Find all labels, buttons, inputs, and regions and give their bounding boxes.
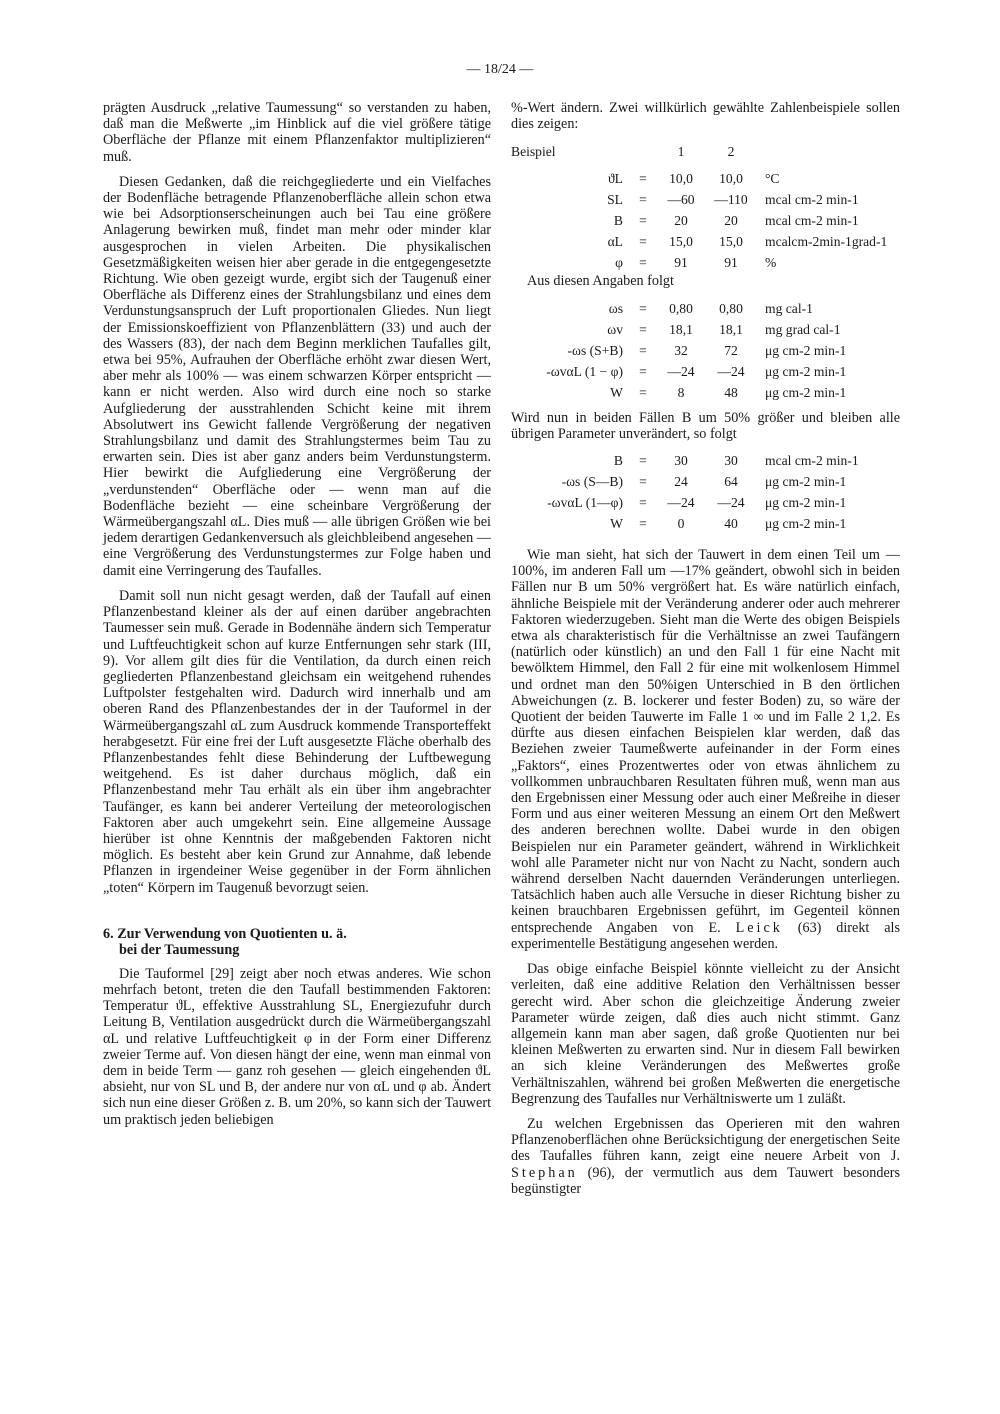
- table-row: [511, 320, 846, 341]
- unit-label: μg cm-2 min-1: [765, 343, 847, 358]
- value-example-1: 18,1: [669, 322, 693, 337]
- value-example-2: 48: [724, 385, 738, 400]
- paragraph: Damit soll nun nicht gesagt werden, daß der Taufall auf einen Pflanzenbestand kleiner als der auf einen darüber angebrachten Taumesser sein muß. Gerade in Bodennähe ändern sich Temperatur und Luftfeuchtigkeit schon auf kurze Entfernungen sehr stark (III, 9). Vor allem gilt dies für die Ventilation, da durch einen reich gegliederten Pflanzenbestand gleichsam ein weitgehend ruhendes Luftpolster festgehalten wird. Dadurch wird innerhalb und am oberen Rand des Pflanzenbestandes der in der Tauformel in der Wärmeübergangszahl αL zum Ausdruck kommende Transporteffekt herabgesetzt. Für eine frei der Luft ausgesetzte Fläche oberhalb des Pflanzenbestandes fehlt diese Behinderung der Luftbewegung weitgehend. Es ist daher durchaus möglich, daß ein Pflanzenbestand mehr Tau erhält als ein über ihm angebrachter Taufänger, es kann bei anderer Verteilung der meteorologischen Faktoren aber auch umgekehrt sein. Eine allgemeine Aussage hierüber ist ohne Kenntnis der maßgebenden Faktoren nicht möglich. Es besteht aber kein Grund zur Annahme, daß lebende Pflanzen in irgendeiner Weise gegenüber in der Form ähnlichen „toten“ Körpern im Taugenuß bevorzugt seien.: [103, 587, 491, 896]
- paragraph-text: Wie man sieht, hat sich der Tauwert in dem einen Teil um —100%, im anderen Fall um —17% geändert, obwohl sich in beiden Fällen nur B um 50% vergrößert hat. Es wäre natürlich einfach, ähnliche Beispiele mit der Veränderung anderer oder auch mehrerer Faktoren wiederzugeben. Sieht man die Werte des obigen Beispiels etwa als charakteristisch für die Verhältnisse an zwei Taufängern (natürlich oder künstlich) an und den Fall 1 für eine Nacht mit bewölktem Himmel, den Fall 2 für eine mit wolkenlosem Himmel und ordnet man den 50%igen Unterschied in B den örtlichen Abweichungen (z. B. lockerer und fester Boden) zu, so wäre der Quotient der beiden Tauwerte im Falle 1 ∞ und im Falle 2 1,2. Es dürfte aus diesen einfachen Beispielen klar werden, daß das Beziehen zweier Taumeßwerte aufeinander in der Form eines „Faktors“, eines Prozentwertes oder von etwas ähnlichem zu vollkommen unbrauchbaren Resultaten führen muß, wenn man aus den Ergebnissen einer Messung oder auch einer Meßreihe in dieser Form und aus einer weiteren Messung an einem Ort den Meßwert des anderen berechnen wollte. Dabei wurde in den obigen Beispielen nur ein Parameter geändert, während in Wirklichkeit wohl alle Parameter nicht nur von Nacht zu Nacht, sondern auch während derselben Nacht dauernden Veränderungen unterliegen. Tatsächlich haben auch alle Versuche in dieser Richtung bisher zu keinen brauchbaren Ergebnissen geführt, im Gegenteil können entsprechende Angaben von E.: [511, 547, 900, 936]
- value-example-1: 32: [674, 343, 688, 358]
- section-heading-line: 6. Zur Verwendung von Quotienten u. ä.: [103, 925, 347, 942]
- value-example-1: 15,0: [669, 233, 693, 249]
- equals-sign: =: [639, 364, 647, 379]
- formula-symbol: W: [610, 516, 623, 532]
- unit-label: μg cm-2 min-1: [765, 385, 847, 400]
- unit-label: mcal cm-2 min-1: [765, 212, 859, 228]
- value-example-1: —24: [667, 495, 695, 511]
- value-example-1: 20: [674, 212, 688, 228]
- formula-symbol: -ωvαL (1 − φ): [546, 364, 623, 379]
- paragraph-text: (96), der vermutlich aus dem Tauwert besonders begünstigter: [511, 1164, 900, 1197]
- table-row: [511, 231, 887, 252]
- value-example-2: 64: [724, 474, 738, 490]
- formula-symbol: -ωs (S+B): [567, 343, 623, 358]
- formula-symbol: φ: [615, 254, 623, 270]
- value-example-1: 30: [674, 453, 688, 469]
- table-row: [511, 189, 887, 210]
- unit-label: mcalcm-2min-1grad-1: [765, 233, 888, 249]
- value-example-2: 0,80: [719, 301, 743, 316]
- formula-symbol: αL: [607, 233, 623, 249]
- table-row: [511, 383, 846, 404]
- formula-symbol: ωv: [607, 322, 623, 337]
- paragraph: %-Wert ändern. Zwei willkürlich gewählte Zahlenbeispiele sollen dies zeigen:: [511, 100, 900, 133]
- value-example-1: 8: [677, 385, 685, 400]
- unit-label: mg cal-1: [765, 301, 813, 316]
- unit-label: mcal cm-2 min-1: [765, 191, 859, 207]
- unit-label: mcal cm-2 min-1: [765, 453, 859, 469]
- equals-sign: =: [639, 170, 647, 186]
- unit-label: °C: [765, 170, 780, 186]
- table-row: [511, 341, 846, 362]
- value-example-1: 0: [677, 516, 685, 532]
- equals-sign: =: [639, 233, 647, 249]
- equals-sign: =: [639, 254, 647, 270]
- formula-symbol: B: [613, 212, 623, 228]
- table-row: [511, 210, 887, 231]
- table-row: [511, 451, 859, 472]
- formula-symbol: -ωvαL (1—φ): [547, 495, 623, 511]
- value-example-2: 18,1: [719, 322, 743, 337]
- author-name: Leick: [735, 919, 783, 936]
- unit-label: μg cm-2 min-1: [765, 495, 847, 511]
- example-column-2: 2: [727, 143, 735, 159]
- equals-sign: =: [639, 301, 647, 316]
- paragraph: Diesen Gedanken, daß die reichgegliederte und ein Vielfaches der Bodenfläche betragende Pflanzenoberfläche allein schon etwa wie bei Adsorptionserscheinungen auch bei Tau eine größere Anlagerung bewirken muß, findet man mehr oder minder klar ausgesprochen in vielen Arbeiten. Die physikalischen Gesetzmäßigkeiten weisen hier aber gerade in die entgegengesetzte Richtung. Wie oben gezeigt wurde, ergibt sich der Taugenuß einer Oberfläche als Differenz eines der Strahlungsbilanz und eines dem Verdunstungsanspruch der Luft proportionalen Gliedes. Nun liegt der Emissionskoeffizient von Pflanzenblättern (33) und auch der des Wassers (83), der nach dem Beginn merklichen Taufalles gilt, etwa bei 95%, Aufrauhen der Oberfläche erhöht zwar diesen Wert, aber mehr als 100% — was einem schwarzen Körper entspricht — kann er nicht werden. Also wird durch eine noch so starke Aufgliederung der ausstrahlenden Schicht keine mit ihrem Absolutwert ins Gewicht fallende Vergrößerung der negativen Strahlungsbilanz und damit des Strahlungstermes beim Tau zu erwarten sein. Dies ist aber ganz anders beim Verdunstungsterm. Hier bewirkt die Aufgliederung eine Vergrößerung der „verdunstenden“ Oberfläche oder — wenn man auf die Bodenfläche bezieht — eine scheinbare Vergrößerung der Wärmeübergangszahl αL. Dies muß — alle übrigen Größen wie bei jedem derartigen Gedankenversuch als gleichbleibend angesehen — eine Vergrößerung des Verdunstungstermes zur Folge haben und damit eine Verringerung des Taufalles.: [103, 173, 491, 579]
- paragraph-text: (63) direkt als experimentelle Bestätigung angesehen werden.: [511, 919, 900, 952]
- section-heading-line: bei der Taumessung: [119, 941, 240, 958]
- value-example-2: 20: [724, 212, 738, 228]
- equals-sign: =: [639, 516, 647, 532]
- value-example-1: 10,0: [669, 170, 693, 186]
- section-heading: [103, 926, 491, 958]
- paragraph: prägten Ausdruck „relative Taumessung“ so verstanden zu haben, daß man die Meßwerte „im Hinblick auf die viel größere tätige Oberfläche der Pflanze mit einem Pflanzenfaktor multiplizieren“ muß.: [103, 100, 491, 165]
- page-number: — 18/24 —: [466, 62, 534, 77]
- paragraph: [511, 1116, 900, 1197]
- formula-symbol: ωs: [608, 301, 623, 316]
- right-column: [511, 100, 900, 1206]
- value-example-1: 24: [674, 474, 688, 490]
- formula-symbol: W: [610, 385, 623, 400]
- equals-sign: =: [639, 453, 647, 469]
- value-example-2: —24: [717, 495, 745, 511]
- example-header-table: [511, 141, 755, 162]
- value-example-2: 15,0: [719, 233, 743, 249]
- formula-symbol: B: [613, 453, 623, 469]
- value-example-1: —60: [667, 191, 695, 207]
- table-row: [511, 299, 846, 320]
- paragraph: Wird nun in beiden Fällen B um 50% größer und bleiben alle übrigen Parameter unverändert, so folgt: [511, 409, 900, 442]
- value-example-2: 30: [724, 453, 738, 469]
- formula-symbol: SL: [607, 191, 623, 207]
- left-column: [103, 100, 491, 1137]
- value-example-2: 40: [724, 516, 738, 532]
- follows-label: Aus diesen Angaben folgt: [527, 273, 674, 290]
- value-example-2: 91: [724, 254, 738, 270]
- unit-label: μg cm-2 min-1: [765, 516, 847, 532]
- equals-sign: =: [639, 343, 647, 358]
- value-example-1: 91: [674, 254, 688, 270]
- table-row: [511, 514, 859, 535]
- equals-sign: =: [639, 474, 647, 490]
- value-example-2: —24: [717, 364, 745, 379]
- value-example-2: 10,0: [719, 170, 743, 186]
- paragraph: Die Tauformel [29] zeigt aber noch etwas anderes. Wie schon mehrfach betont, treten die den Taufall bestimmenden Faktoren: Temperatur ϑL, effektive Ausstrahlung SL, Energiezufuhr durch Leitung B, Ventilation ausgedrückt durch die Wärmeübergangszahl αL und relative Luftfeuchtigkeit φ in der Form einer Differenz zweier Terme auf. Von diesen hängt der eine, wenn man einmal von dem in beide Term — ganz roh gesehen — gleich eingehenden ϑL absieht, nur von SL und B, der andere nur von αL und φ ab. Ändert sich nun eine dieser Größen z. B. um 20%, so kann sich der Tauwert um praktisch jeden beliebigen: [103, 965, 492, 1128]
- paragraph: [511, 547, 900, 952]
- table-row: [511, 168, 887, 189]
- formula-symbol: -ωs (S—B): [561, 474, 623, 490]
- table-row: [511, 472, 859, 493]
- result-table: [511, 299, 846, 404]
- table-row: [511, 362, 846, 383]
- example-label: Beispiel: [511, 143, 556, 159]
- equals-sign: =: [639, 212, 647, 228]
- equals-sign: =: [639, 322, 647, 337]
- paragraph-text: Zu welchen Ergebnissen das Operieren mit den wahren Pflanzenoberflächen ohne Berücksichtigung der energetischen Seite des Taufalles führen kann, zeigt eine neuere Arbeit von J.: [511, 1115, 900, 1165]
- equals-sign: =: [639, 191, 647, 207]
- input-parameter-table: [511, 168, 887, 273]
- unit-label: mg grad cal-1: [765, 322, 841, 337]
- example-column-1: 1: [677, 143, 685, 159]
- value-example-2: 72: [724, 343, 738, 358]
- unit-label: %: [765, 254, 777, 270]
- value-example-1: —24: [667, 364, 695, 379]
- equals-sign: =: [639, 495, 647, 511]
- table-row: [511, 493, 859, 514]
- value-example-1: 0,80: [669, 301, 693, 316]
- formula-symbol: ϑL: [607, 170, 623, 186]
- value-example-2: —110: [714, 191, 748, 207]
- paragraph: Das obige einfache Beispiel könnte vielleicht zu der Ansicht verleiten, daß eine additive Relation den Verhältnissen besser gerecht wird. Aber schon die gleichzeitige Änderung zweier Parameter würde zeigen, daß dies auch nicht stimmt. Ganz allgemein kann man aber sagen, daß große Quotienten nur bei kleinen Meßwerten zu erwarten sind. Nur in diesem Fall bewirken an sich kleine Veränderungen des Meßwertes große Verhältniszahlen, während bei großen Meßwerten die energetische Begrenzung des Taufalles nur Verhältniswerte um 1 zuläßt.: [511, 961, 900, 1107]
- unit-label: μg cm-2 min-1: [765, 474, 847, 490]
- second-result-table: [511, 451, 859, 535]
- unit-label: μg cm-2 min-1: [765, 364, 847, 379]
- equals-sign: =: [639, 385, 647, 400]
- table-row: [511, 252, 887, 273]
- author-name: Stephan: [511, 1164, 578, 1181]
